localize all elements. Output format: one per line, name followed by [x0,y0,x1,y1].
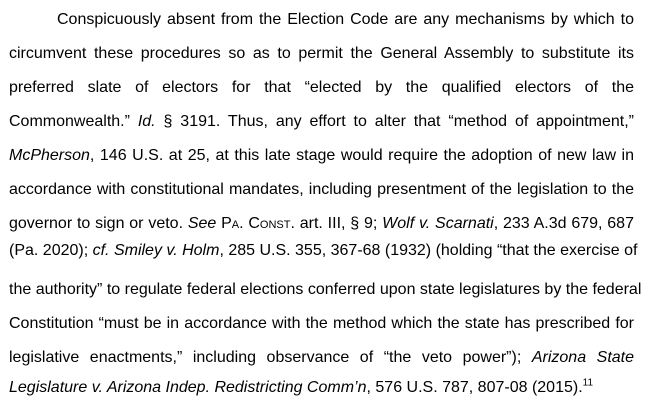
italic-text: cf. Smiley v. Holm [92,242,220,259]
text-line-4 [9,112,634,132]
italic-text: McPherson [9,147,90,164]
text-line-7 [9,214,634,234]
text-line-3 [9,78,634,98]
text-line-6 [9,180,634,200]
footnote-ref: 11 [582,377,594,389]
text-run: , 285 U.S. 355, 367-68 (1932) (holding “that the exercise of [219,242,638,259]
text-line-1 [9,10,634,30]
text-line-11 [9,348,634,368]
italic-text: Arizona State [531,349,635,366]
small-caps-text: Pa. Const. [221,215,295,232]
text-line-2 [9,44,634,64]
italic-text: Wolf v. Scarnati [382,215,494,232]
text-run: § 3191. Thus, any effort to alter that “method of appointment,” [155,113,635,130]
text-line-8 [9,241,638,261]
text-run: Commonwealth.” [9,113,138,130]
italic-text: Id. [137,113,156,130]
italic-text: See [187,215,217,232]
text-run: governor to sign or veto. [9,215,188,232]
text-run: Constitution “must be in accordance with the method which the state has prescribed for [9,315,634,332]
text-run: preferred slate of electors for that “elected by the qualified electors of the [9,79,634,96]
text-line-12 [9,378,593,398]
text-run: , 146 U.S. at 25, at this late stage would require the adoption of new law in [89,147,634,164]
text-run: legislative enactments,” including observance of “the veto power”); [9,349,532,366]
text-line-5 [9,146,634,166]
text-line-9 [9,280,642,300]
italic-text: Legislature v. Arizona Indep. Redistricting Comm’n [9,379,367,396]
text-line-10 [9,314,634,334]
text-run: (Pa. 2020); [9,242,93,259]
text-run: circumvent these procedures so as to permit the General Assembly to substitute its [9,45,634,62]
text-run: , 576 U.S. 787, 807-08 (2015). [366,379,583,396]
text-run: accordance with constitutional mandates, including presentment of the legislation to the [9,181,634,198]
text-run: Conspicuously absent from the Election Code are any mechanisms by which to [57,11,634,28]
text-run: the authority” to regulate federal elections conferred upon state legislatures by the federal [9,281,642,298]
text-run: art. III, § 9; [294,215,383,232]
text-run: , 233 A.3d 679, 687 [493,215,634,232]
